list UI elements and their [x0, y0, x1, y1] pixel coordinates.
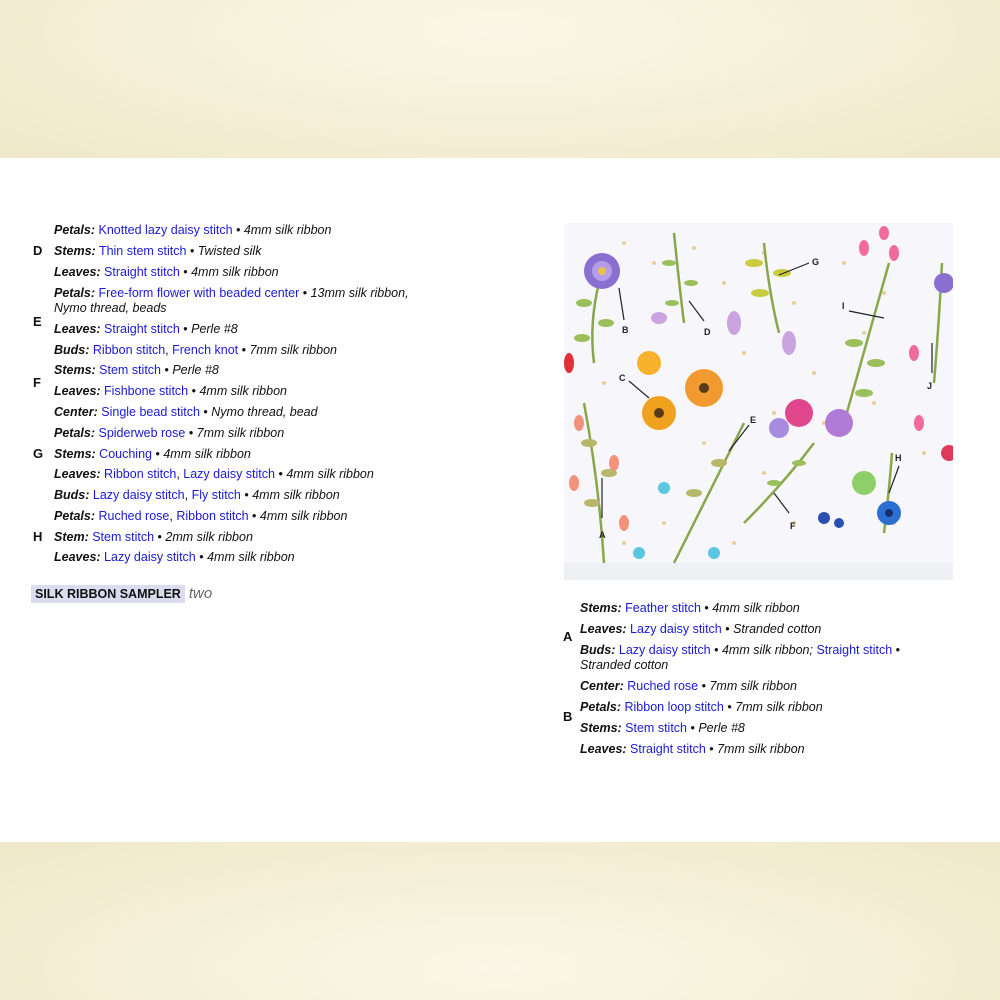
section-letter-h: H — [33, 529, 43, 544]
stitch-link[interactable]: Lazy daisy stitch — [104, 550, 196, 564]
stitch-line-continued: Nymo thread, beads — [54, 301, 167, 315]
stitch-link[interactable]: Ruched rose — [98, 509, 170, 523]
stitch-line: Buds: Ribbon stitch, French knot • 7mm silk ribbon — [54, 343, 337, 357]
stitch-link[interactable]: Lazy daisy stitch — [630, 622, 722, 636]
stitch-link[interactable]: Spiderweb rose — [98, 426, 186, 440]
section-letter-e: E — [33, 314, 42, 329]
stitch-link[interactable]: Lazy daisy stitch — [92, 488, 185, 502]
stitch-line: Petals: Ribbon loop stitch • 7mm silk ribbon — [580, 700, 823, 714]
stitch-line: Leaves: Straight stitch • 7mm silk ribbon — [580, 742, 805, 756]
stitch-link[interactable]: French knot — [172, 343, 239, 357]
photo-label-g: G — [812, 257, 820, 267]
stitch-link[interactable]: Stem stitch — [92, 530, 155, 544]
stitch-link[interactable]: Straight stitch — [630, 742, 706, 756]
section-letter-f: F — [33, 375, 41, 390]
stitch-link[interactable]: Straight stitch — [104, 322, 180, 336]
stitch-line: Stem: Stem stitch • 2mm silk ribbon — [54, 530, 253, 544]
photo-label-j: J — [927, 381, 933, 391]
stitch-line: Stems: Couching • 4mm silk ribbon — [54, 447, 251, 461]
stitch-line: Leaves: Straight stitch • Perle #8 — [54, 322, 238, 336]
stitch-line: Buds: Lazy daisy stitch • 4mm silk ribbon; Straight stitch • — [580, 643, 901, 657]
stitch-link[interactable]: Fishbone stitch — [104, 384, 189, 398]
stitch-link[interactable]: Ribbon stitch — [176, 509, 249, 523]
photo-label-h: H — [895, 453, 902, 463]
stitch-line-continued: Stranded cotton — [580, 658, 669, 672]
embroidery-photo — [564, 223, 953, 580]
embroidery-illustration — [564, 223, 953, 580]
stitch-link[interactable]: Straight stitch — [104, 265, 180, 279]
stitch-link[interactable]: Single bead stitch — [101, 405, 200, 419]
section-letter-b: B — [563, 709, 573, 724]
sampler-title — [31, 585, 212, 603]
stitch-link[interactable]: Ribbon loop stitch — [624, 700, 724, 714]
top-background-band — [0, 0, 1000, 158]
stitch-line: Leaves: Straight stitch • 4mm silk ribbon — [54, 265, 279, 279]
stitch-link[interactable]: Lazy daisy stitch — [618, 643, 711, 657]
stitch-link[interactable]: Ribbon stitch — [92, 343, 166, 357]
title-badge: SILK RIBBON SAMPLER — [31, 585, 185, 603]
stitch-link[interactable]: Stem stitch — [99, 363, 161, 377]
stitch-link[interactable]: Ribbon stitch — [104, 467, 177, 481]
stitch-link[interactable]: Feather stitch — [625, 601, 701, 615]
stitch-line: Petals: Spiderweb rose • 7mm silk ribbon — [54, 426, 285, 440]
stitch-link[interactable]: Stem stitch — [625, 721, 687, 735]
section-letter-a: A — [563, 629, 573, 644]
stitch-line: Stems: Stem stitch • Perle #8 — [54, 363, 219, 377]
stitch-link[interactable]: Straight stitch — [816, 643, 893, 657]
stitch-line: Stems: Thin stem stitch • Twisted silk — [54, 244, 262, 258]
stitch-link[interactable]: Knotted lazy daisy stitch — [98, 223, 233, 237]
photo-label-d: D — [704, 327, 711, 337]
stitch-line: Petals: Knotted lazy daisy stitch • 4mm silk ribbon — [54, 223, 332, 237]
stitch-line: Center: Single bead stitch • Nymo thread, bead — [54, 405, 318, 419]
photo-label-e: E — [750, 415, 757, 425]
stitch-link[interactable]: Free-form flower with beaded center — [98, 286, 300, 300]
stitch-line: Petals: Free-form flower with beaded center • 13mm silk ribbon, — [54, 286, 409, 300]
stitch-line: Center: Ruched rose • 7mm silk ribbon — [580, 679, 797, 693]
photo-label-c: C — [619, 373, 626, 383]
stitch-line: Leaves: Lazy daisy stitch • Stranded cotton — [580, 622, 822, 636]
stitch-line: Leaves: Lazy daisy stitch • 4mm silk ribbon — [54, 550, 295, 564]
section-letter-d: D — [33, 243, 43, 258]
stitch-line: Buds: Lazy daisy stitch, Fly stitch • 4mm silk ribbon — [54, 488, 340, 502]
section-letter-g: G — [33, 446, 44, 461]
stitch-link[interactable]: Ruched rose — [627, 679, 699, 693]
stitch-line: Leaves: Ribbon stitch, Lazy daisy stitch • 4mm silk ribbon — [54, 467, 374, 481]
photo-label-i: I — [842, 301, 845, 311]
bottom-background-band — [0, 842, 1000, 1000]
photo-label-b: B — [622, 325, 629, 335]
stitch-link[interactable]: Lazy daisy stitch — [183, 467, 275, 481]
stitch-line: Petals: Ruched rose, Ribbon stitch • 4mm silk ribbon — [54, 509, 348, 523]
stitch-line: Leaves: Fishbone stitch • 4mm silk ribbon — [54, 384, 287, 398]
photo-label-a: A — [599, 530, 606, 540]
stitch-line: Stems: Feather stitch • 4mm silk ribbon — [580, 601, 800, 615]
stitch-link[interactable]: Thin stem stitch — [98, 244, 187, 258]
stitch-link[interactable]: Fly stitch — [191, 488, 241, 502]
photo-label-f: F — [790, 521, 796, 531]
stitch-link[interactable]: Couching — [99, 447, 152, 461]
stitch-line: Stems: Stem stitch • Perle #8 — [580, 721, 745, 735]
title-subtitle: two — [188, 585, 213, 602]
